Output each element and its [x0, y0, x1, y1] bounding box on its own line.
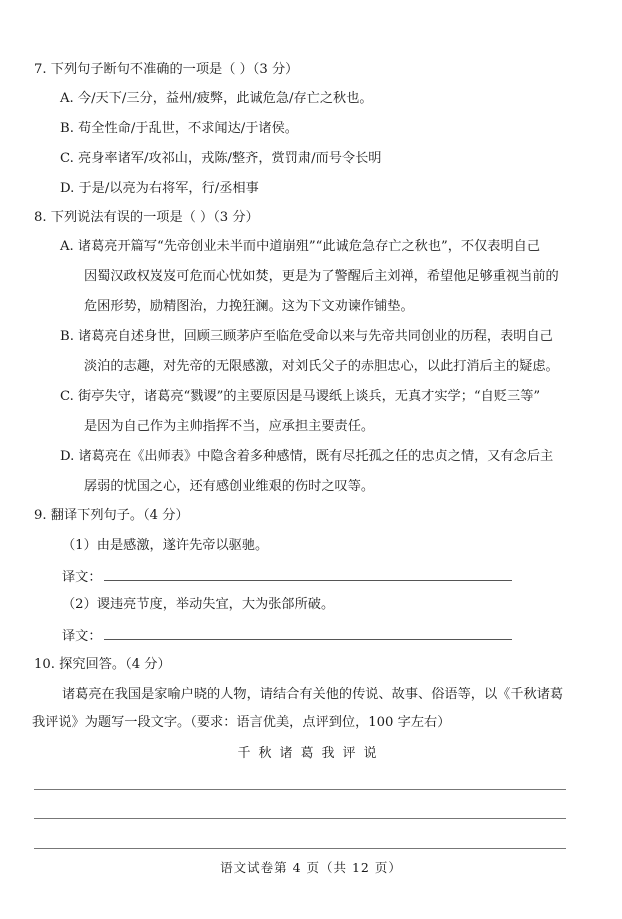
- writing-line-2[interactable]: [34, 818, 566, 819]
- q8-option-a-line2: 因蜀汉政权岌岌可危而心忧如焚，更是为了警醒后主刘禅，希望他足够重视当前的: [84, 269, 559, 284]
- q7-option-c: C. 亮身率诸军/攻祁山，戎陈/整齐，赏罚肃/而号令长明: [60, 151, 382, 166]
- q8-option-d-line1: D. 诸葛亮在《出师表》中隐含着多种感情，既有尽托孤之任的忠贞之情，又有念后主: [60, 449, 554, 464]
- answer-blank-2[interactable]: [104, 626, 512, 640]
- q10-prompt-line2: 我评说》为题写一段文字。（要求：语言优美，点评到位，100 字左右）: [32, 715, 451, 730]
- writing-line-1[interactable]: [34, 789, 566, 790]
- q8-option-a-line1: A. 诸葛亮开篇写“先帝创业未半而中道崩殂”“此诚危急存亡之秋也”，不仅表明自己: [60, 239, 541, 254]
- q8-option-d-line2: 孱弱的忧国之心，还有感创业维艰的伤时之叹等。: [84, 479, 375, 494]
- q7-option-a: A. 今/天下/三分，益州/疲弊，此诚危急/存亡之秋也。: [60, 91, 373, 106]
- answer-label: 译文：: [62, 570, 102, 585]
- q8-option-c-line2: 是因为自己作为主帅指挥不当，应承担主要责任。: [84, 419, 375, 434]
- q10-stem: 10. 探究回答。（4 分）: [34, 657, 171, 672]
- writing-line-3[interactable]: [34, 848, 566, 849]
- q10-prompt-line1: 诸葛亮在我国是家喻户晓的人物，请结合有关他的传说、故事、俗语等，以《千秋诸葛: [62, 687, 564, 702]
- q8-option-b-line1: B. 诸葛亮自述身世，回顾三顾茅庐至临危受命以来与先帝共同创业的历程，表明自己: [60, 329, 553, 344]
- essay-title: 千秋诸葛我评说: [237, 746, 385, 761]
- answer-blank-1[interactable]: [104, 567, 512, 581]
- q7-stem: 7. 下列句子断句不准确的一项是（ ）（3 分）: [34, 62, 299, 77]
- q7-option-d: D. 于是/以亮为右将军，行/丞相事: [60, 181, 259, 196]
- page-footer: 语文试卷第 4 页（共 12 页）: [220, 860, 402, 875]
- q7-option-b: B. 苟全性命/于乱世，不求闻达/于诸侯。: [60, 121, 298, 136]
- q8-option-b-line2: 淡泊的志趣，对先帝的无限感激，对刘氏父子的赤胆忠心，以此打消后主的疑虑。: [84, 359, 559, 374]
- q8-option-c-line1: C. 街亭失守，诸葛亮“戮谡”的主要原因是马谡纸上谈兵，无真才实学；“自贬三等”: [60, 389, 541, 404]
- q9-item-2: （2）谡违亮节度，举动失宜，大为张郃所破。: [62, 597, 335, 612]
- q9-answer-1: [62, 567, 512, 587]
- q8-option-a-line3: 危困形势，励精图治，力挽狂澜。这为下文劝谏作铺垫。: [84, 299, 414, 314]
- q8-stem: 8. 下列说法有误的一项是（ ）（3 分）: [34, 210, 259, 225]
- answer-label: 译文：: [62, 629, 102, 644]
- q9-stem: 9. 翻译下列句子。（4 分）: [34, 508, 189, 523]
- q9-answer-2: [62, 626, 512, 646]
- q9-item-1: （1）由是感激，遂许先帝以驱驰。: [62, 538, 269, 553]
